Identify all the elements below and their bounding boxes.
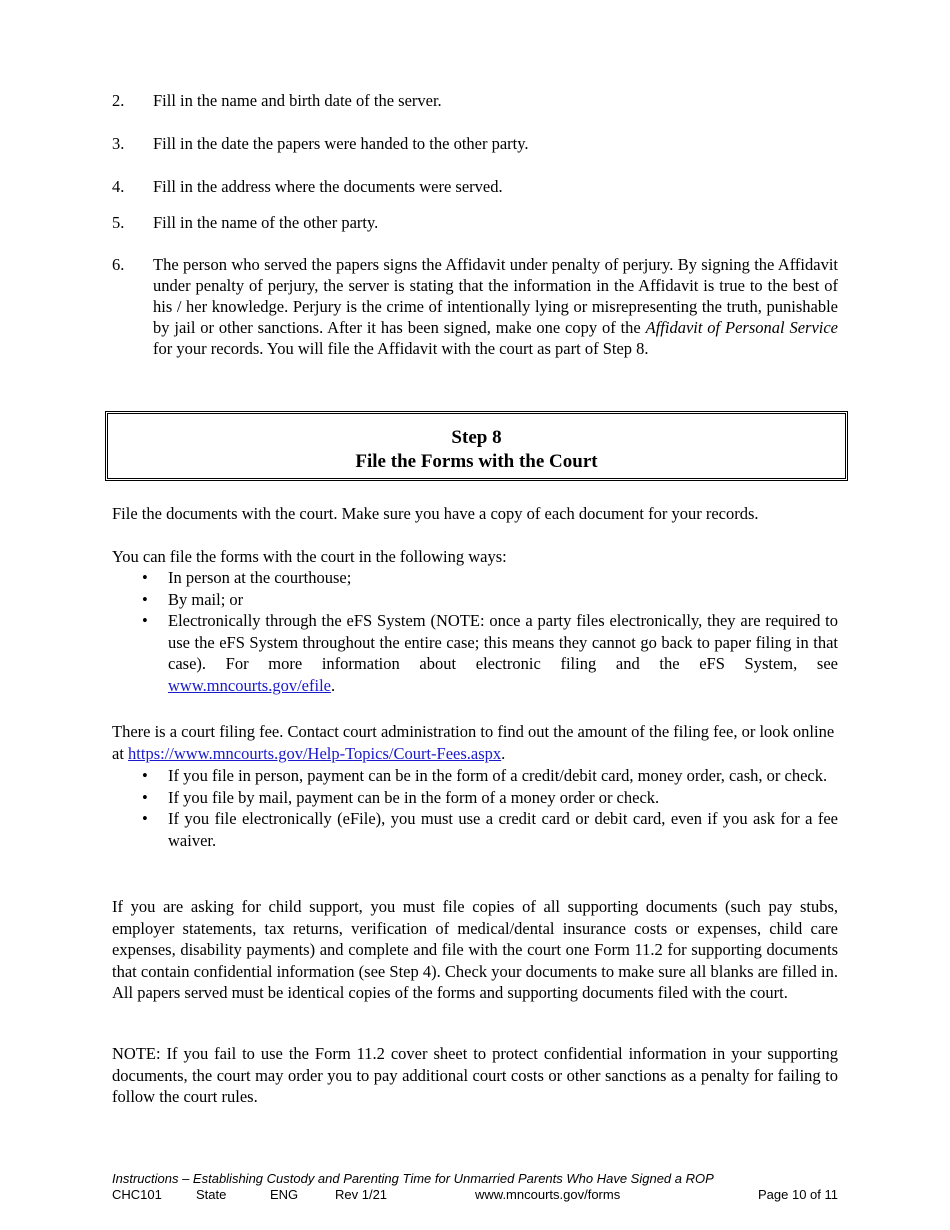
item-number: 3. xyxy=(112,134,125,153)
item-text: Fill in the date the papers were handed to the other party. xyxy=(153,134,529,153)
item-text: Fill in the address where the documents were served. xyxy=(153,177,503,196)
list-item xyxy=(112,176,838,197)
bullet-icon: • xyxy=(142,589,148,609)
list-item-text: Electronically through the eFS System (NOTE: once a party files electronically, they are required to use the eFS System throughout the entire case; this means they cannot go back to paper filing in that case). For more information about electronic filing and the eFS System, see xyxy=(168,611,838,673)
list-item-text: In person at the courthouse; xyxy=(168,568,352,587)
bullet-icon: • xyxy=(142,611,148,630)
list-item-text: If you file by mail, payment can be in the form of a money order or check. xyxy=(168,787,660,807)
list-item-text: If you file electronically (eFile), you must use a credit card or debit card, even if you ask for a fee waiver. xyxy=(168,809,838,850)
item-text: Fill in the name of the other party. xyxy=(153,213,379,232)
affidavit-title: Affidavit of Personal Service xyxy=(645,318,838,337)
list-item-text: By mail; or xyxy=(168,589,244,609)
list-item xyxy=(112,610,838,696)
list-item xyxy=(112,90,838,111)
list-item xyxy=(112,589,838,611)
efile-link[interactable]: www.mncourts.gov/efile xyxy=(168,675,331,695)
filing-fee-text: There is a court filing fee. Contact court administration to find out the amount of the filing fee, or look online at xyxy=(112,722,835,763)
list-item-end: . xyxy=(330,675,336,695)
forms-url: www.mncourts.gov/forms xyxy=(475,1187,621,1202)
list-item xyxy=(112,133,838,154)
item-number: 4. xyxy=(112,177,125,196)
list-item-text: If you file in person, payment can be in the form of a credit/debit card, money order, cash, or check. xyxy=(168,766,828,785)
jurisdiction: State xyxy=(196,1187,227,1202)
court-fees-link[interactable]: https://www.mncourts.gov/Help-Topics/Court-Fees.aspx xyxy=(128,743,502,763)
page-number: Page 10 of 11 xyxy=(758,1187,838,1202)
step-title: Step 8 xyxy=(451,427,502,448)
bullet-icon: • xyxy=(142,568,148,587)
step-8-heading-box xyxy=(105,411,848,481)
filing-fee-end: . xyxy=(501,743,506,763)
footer-title: Instructions – Establishing Custody and Parenting Time for Unmarried Parents Who Have Signed a ROP xyxy=(112,1171,714,1186)
item-text xyxy=(153,254,838,359)
form-code: CHC101 xyxy=(112,1187,162,1202)
step-subtitle: File the Forms with the Court xyxy=(355,451,598,472)
list-item xyxy=(112,765,838,787)
bullet-icon: • xyxy=(142,787,148,807)
item-text-before: The person who served the papers signs the Affidavit under penalty of perjury. By signing the Affidavit under penalty of perjury, the server is stating that the information in the Affidavit is true to the best of his / her knowledge. Perjury is the crime of intentionally lying or misrepresenting the truth, punishable by jail or other sanctions. After it has been signed, make one copy of the xyxy=(153,255,838,337)
item-number: 5. xyxy=(112,213,125,232)
list-item xyxy=(112,787,838,809)
file-documents-paragraph: File the documents with the court. Make sure you have a copy of each document for your records. xyxy=(112,504,759,523)
item-text: Fill in the name and birth date of the server. xyxy=(153,91,442,110)
revision: Rev 1/21 xyxy=(335,1187,388,1202)
list-item xyxy=(112,808,838,851)
note-paragraph: NOTE: If you fail to use the Form 11.2 cover sheet to protect confidential information in your supporting documents, the court may order you to pay additional court costs or other sanctions as a penalty for failing to follow the court rules. xyxy=(112,1044,838,1106)
item-number: 6. xyxy=(112,255,125,274)
footer-meta-row xyxy=(112,1187,838,1203)
filing-ways-list xyxy=(112,567,838,696)
page-footer xyxy=(112,1171,838,1203)
list-item xyxy=(112,567,838,589)
bullet-icon: • xyxy=(142,766,148,785)
bullet-icon: • xyxy=(142,809,148,828)
language: ENG xyxy=(270,1187,299,1202)
list-item xyxy=(112,254,838,359)
item-text-after: for your records. You will file the Affidavit with the court as part of Step 8. xyxy=(153,339,649,358)
filing-fee-paragraph xyxy=(112,721,838,764)
filing-ways-intro: You can file the forms with the court in the following ways: xyxy=(112,547,507,566)
payment-methods-list xyxy=(112,765,838,851)
list-item xyxy=(112,212,838,233)
child-support-paragraph: If you are asking for child support, you must file copies of all supporting documents (such pay stubs, employer statements, tax returns, verification of medical/dental insurance costs or expenses, child care expenses, disability payments) and complete and file with the court one Form 11.2 for supporting documents that contain confidential information (see Step 4). Check your documents to make sure all blanks are filled in. All papers served must be identical copies of the forms and supporting documents filed with the court. xyxy=(112,897,838,1002)
item-number: 2. xyxy=(112,91,125,110)
